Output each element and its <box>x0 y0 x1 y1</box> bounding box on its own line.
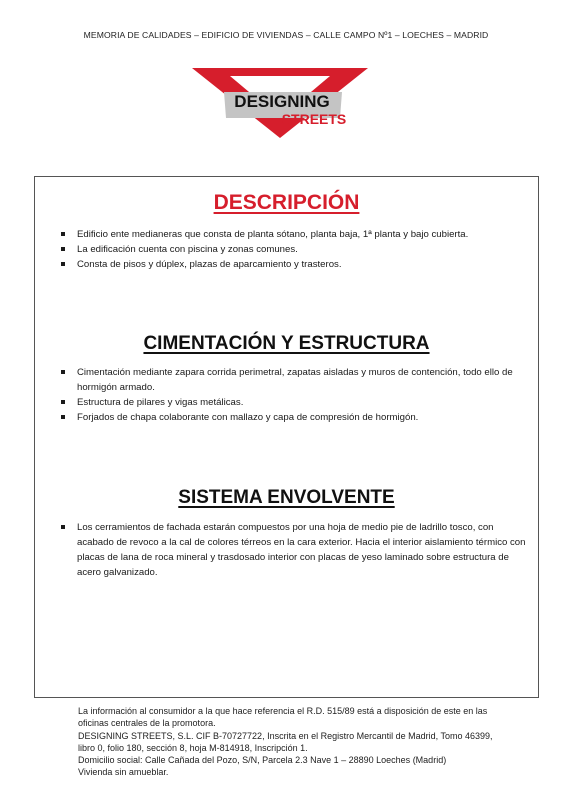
bullet-square-icon <box>61 525 65 529</box>
logo-text-designing: DESIGNING <box>234 92 330 111</box>
list-item <box>61 227 530 242</box>
logo-graphic <box>190 62 370 140</box>
content-box <box>34 176 539 698</box>
section-title-cimentacion: CIMENTACIÓN Y ESTRUCTURA <box>143 333 430 354</box>
list-item-text: Estructura de pilares y vigas metálicas. <box>77 397 244 408</box>
bullet-square-icon <box>61 370 65 374</box>
list-item-text: Consta de pisos y dúplex, plazas de aparcamiento y trasteros. <box>77 259 342 270</box>
list-item <box>61 395 530 410</box>
bullet-square-icon <box>61 232 65 236</box>
footer-line: Domicilio social: Calle Cañada del Pozo, S/N, Parcela 2.3 Nave 1 – 28890 Loeches (Madrid) <box>78 755 447 766</box>
list-item <box>61 257 530 272</box>
bullet-square-icon <box>61 247 65 251</box>
document-footer <box>78 705 498 779</box>
footer-line: La información al consumidor a la que hace referencia el R.D. 515/89 está a disposición de este en las oficinas centrales de la promotora. <box>78 706 488 729</box>
bullet-square-icon <box>61 400 65 404</box>
footer-line: Vivienda sin amueblar. <box>78 767 169 778</box>
descripcion-list <box>61 227 530 272</box>
bullet-square-icon <box>61 262 65 266</box>
section-title-descripcion: DESCRIPCIÓN <box>213 191 360 214</box>
list-item-text: La edificación cuenta con piscina y zonas comunes. <box>77 244 298 255</box>
logo-text-streets: STREETS <box>281 111 347 127</box>
designing-streets-logo <box>190 62 370 140</box>
list-item <box>61 242 530 257</box>
list-item-text: Cimentación mediante zapara corrida perimetral, zapatas aisladas y muros de contención, todo ello de hormigón armado. <box>77 367 513 393</box>
document-header: MEMORIA DE CALIDADES – EDIFICIO DE VIVIENDAS – CALLE CAMPO Nº1 – LOECHES – MADRID <box>83 30 489 40</box>
list-item <box>61 410 530 425</box>
bullet-square-icon <box>61 415 65 419</box>
footer-line: DESIGNING STREETS, S.L. CIF B-70727722, Inscrita en el Registro Mercantil de Madrid, Tomo 46399, libro 0, folio 180, sección 8, hoja M-814918, Inscripción 1. <box>78 730 493 753</box>
cimentacion-list <box>61 365 530 425</box>
list-item <box>61 520 530 580</box>
section-title-envolvente: SISTEMA ENVOLVENTE <box>178 487 395 508</box>
list-item-text: Los cerramientos de fachada estarán compuestos por una hoja de medio pie de ladrillo tosco, con acabado de revoco a la cal de colores térreos en la cara exterior. Hacia el interior aislamiento térmico con placas de lana de roca mineral y trasdosado interior con placas de yeso laminado sobre estructura de acero galvanizado. <box>77 522 526 578</box>
list-item <box>61 365 530 395</box>
list-item-text: Forjados de chapa colaborante con mallazo y capa de compresión de hormigón. <box>77 412 419 423</box>
envolvente-list <box>61 520 530 580</box>
list-item-text: Edificio ente medianeras que consta de planta sótano, planta baja, 1ª planta y bajo cubierta. <box>77 229 469 240</box>
